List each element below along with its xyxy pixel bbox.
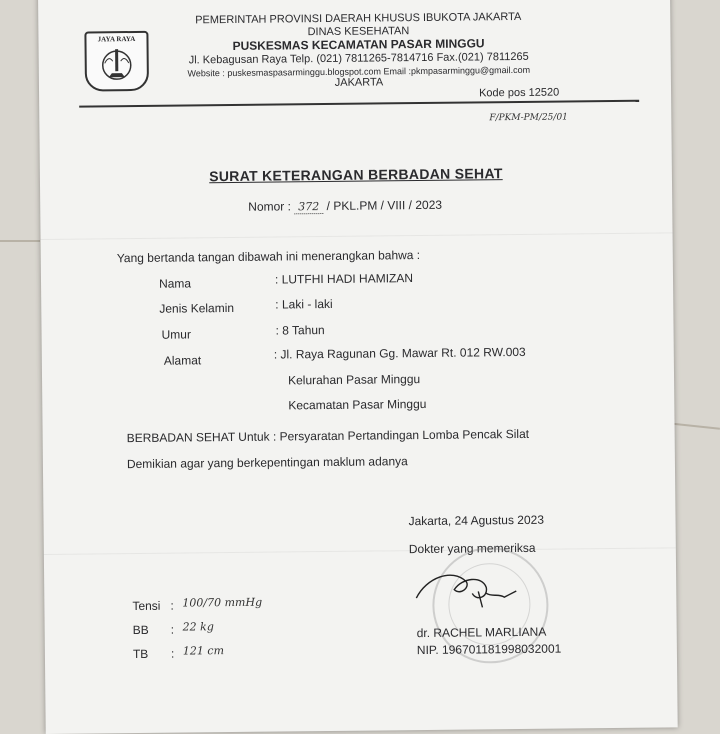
doctor-nip: NIP. 196701181998032001 [416,641,562,658]
vital-value-tb: 121 cm [182,644,225,658]
field-label-nama: Nama [158,276,192,291]
purpose-text: BERBADAN SEHAT Untuk : Persyaratan Pertandingan Lomba Pencak Silat [126,426,530,446]
intro-text: Yang bertanda tangan dibawah ini menerangkan bahwa : [116,248,421,266]
examiner-label: Dokter yang memeriksa [408,540,536,557]
address-kelurahan: Kelurahan Pasar Minggu [287,372,421,388]
logo-text: JAYA RAYA [97,34,136,44]
header-government: PEMERINTAH PROVINSI DAERAH KHUSUS IBUKOTA JAKARTA [195,10,522,27]
header-rule [79,100,639,108]
field-value-nama: : LUTFHI HADI HAMIZAN [274,271,414,287]
field-label-gender: Jenis Kelamin [159,300,235,316]
document-number [248,198,442,214]
vital-colon: : [170,598,174,613]
document-title: SURAT KETERANGAN BERBADAN SEHAT [209,165,503,185]
header-puskesmas: PUSKESMAS KECAMATAN PASAR MINGGU [232,36,485,53]
floor-tile-seam [668,422,720,429]
field-value-gender: : Laki - laki [275,296,333,312]
paper-fold [41,232,673,240]
postal-code: Kode pos 12520 [479,86,560,100]
vital-label-bb: BB [132,622,149,638]
paper-fold [44,547,676,555]
number-label: Nomor : [248,199,291,214]
number-value: 372 [294,200,323,214]
number-suffix: / PKL.PM / VIII / 2023 [326,197,443,213]
vital-colon: : [170,622,175,637]
vital-colon: : [170,646,175,661]
field-value-age: : 8 Tahun [275,323,325,338]
field-label-age: Umur [161,327,191,342]
vital-value-tensi: 100/70 mmHg [182,595,263,610]
closing-text: Demikian agar yang berkepentingan maklum adanya [126,454,408,472]
field-value-address: : Jl. Raya Ragunan Gg. Mawar Rt. 012 RW.003 [273,344,526,362]
header-department: DINAS KESEHATAN [307,25,410,39]
letter-page [38,0,678,734]
address-kecamatan: Kecamatan Pasar Minggu [288,396,427,413]
place-date: Jakarta, 24 Agustus 2023 [408,512,545,529]
floor-tile-seam [0,240,40,242]
vital-value-bb: 22 kg [182,620,214,634]
header-contact: Website : puskesmaspasarminggu.blogspot.com Email :pkmpasarminggu@gmail.com [187,64,531,79]
header-address: Jl. Kebagusan Raya Telp. (021) 7811265-7814716 Fax.(021) 7811265 [188,50,529,67]
doctor-name: dr. RACHEL MARLIANA [416,624,547,641]
doctor-signature [412,563,523,614]
header-city: JAKARTA [334,76,384,89]
field-label-address: Alamat [163,353,202,368]
form-code: F/PKM-PM/25/01 [489,112,568,124]
vital-label-tb: TB [132,646,149,662]
vital-label-tensi: Tensi [132,598,161,614]
